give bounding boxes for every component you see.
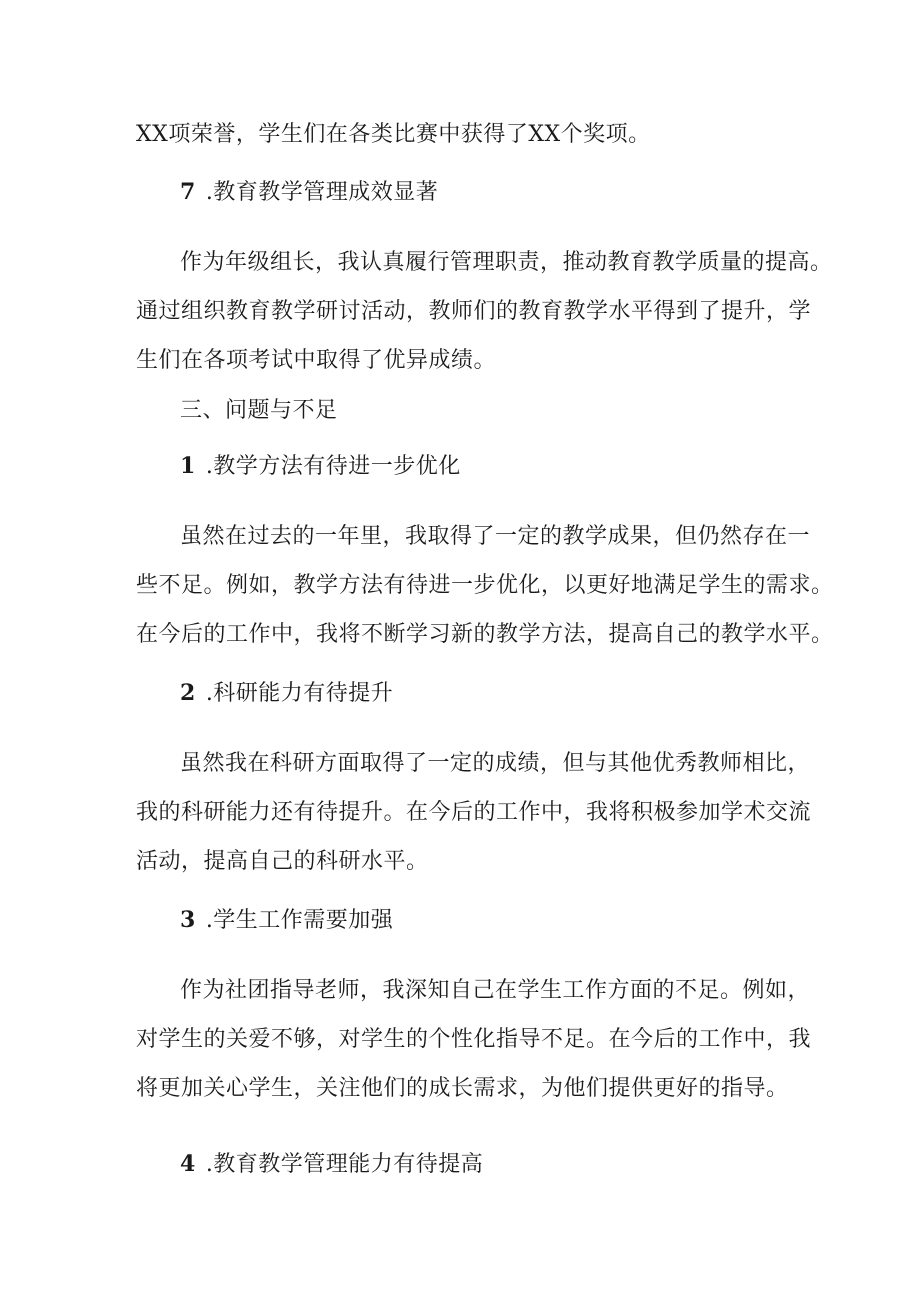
heading-number: 2 [180, 680, 196, 706]
heading-2 [180, 678, 393, 709]
heading-number: 7 [180, 179, 196, 205]
heading-7 [180, 177, 438, 208]
section-heading: 三、问题与不足 [180, 398, 338, 423]
paragraph-line: 作为社团指导老师，我深知自己在学生工作方面的不足。例如， [180, 978, 811, 1003]
heading-text: .教育教学管理成效显著 [205, 180, 439, 205]
heading-number: 4 [180, 1151, 196, 1177]
heading-text: .教育教学管理能力有待提高 [205, 1152, 484, 1177]
paragraph-line: 我的科研能力还有待提升。在今后的工作中，我将积极参加学术交流 [136, 800, 812, 825]
paragraph-line: 将更加关心学生，关注他们的成长需求，为他们提供更好的指导。 [136, 1076, 789, 1101]
paragraph-line: 活动，提高自己的科研水平。 [136, 849, 429, 874]
paragraph-line: XX项荣誉，学生们在各类比赛中获得了XX个奖项。 [136, 122, 651, 147]
paragraph-line: 作为年级组长，我认真履行管理职责，推动教育教学质量的提高。 [180, 250, 833, 275]
paragraph-line: 对学生的关爱不够，对学生的个性化指导不足。在今后的工作中，我 [136, 1027, 812, 1052]
heading-text: .科研能力有待提升 [205, 681, 394, 706]
paragraph-line: 生们在各项考试中取得了优异成绩。 [136, 348, 497, 373]
heading-1 [180, 451, 461, 482]
paragraph-line: 些不足。例如，教学方法有待进一步优化，以更好地满足学生的需求。 [136, 573, 834, 598]
heading-3 [180, 905, 393, 936]
paragraph-line: 通过组织教育教学研讨活动，教师们的教育教学水平得到了提升，学 [136, 299, 812, 324]
paragraph-line: 虽然在过去的一年里，我取得了一定的教学成果，但仍然存在一 [180, 524, 811, 549]
heading-text: .学生工作需要加强 [205, 908, 394, 933]
paragraph-line: 在今后的工作中，我将不断学习新的教学方法，提高自己的教学水平。 [136, 622, 834, 647]
paragraph-line: 虽然我在科研方面取得了一定的成绩，但与其他优秀教师相比， [180, 751, 811, 776]
heading-number: 3 [180, 907, 196, 933]
heading-4 [180, 1149, 483, 1180]
heading-text: .教学方法有待进一步优化 [205, 454, 461, 479]
heading-number: 1 [180, 453, 196, 479]
